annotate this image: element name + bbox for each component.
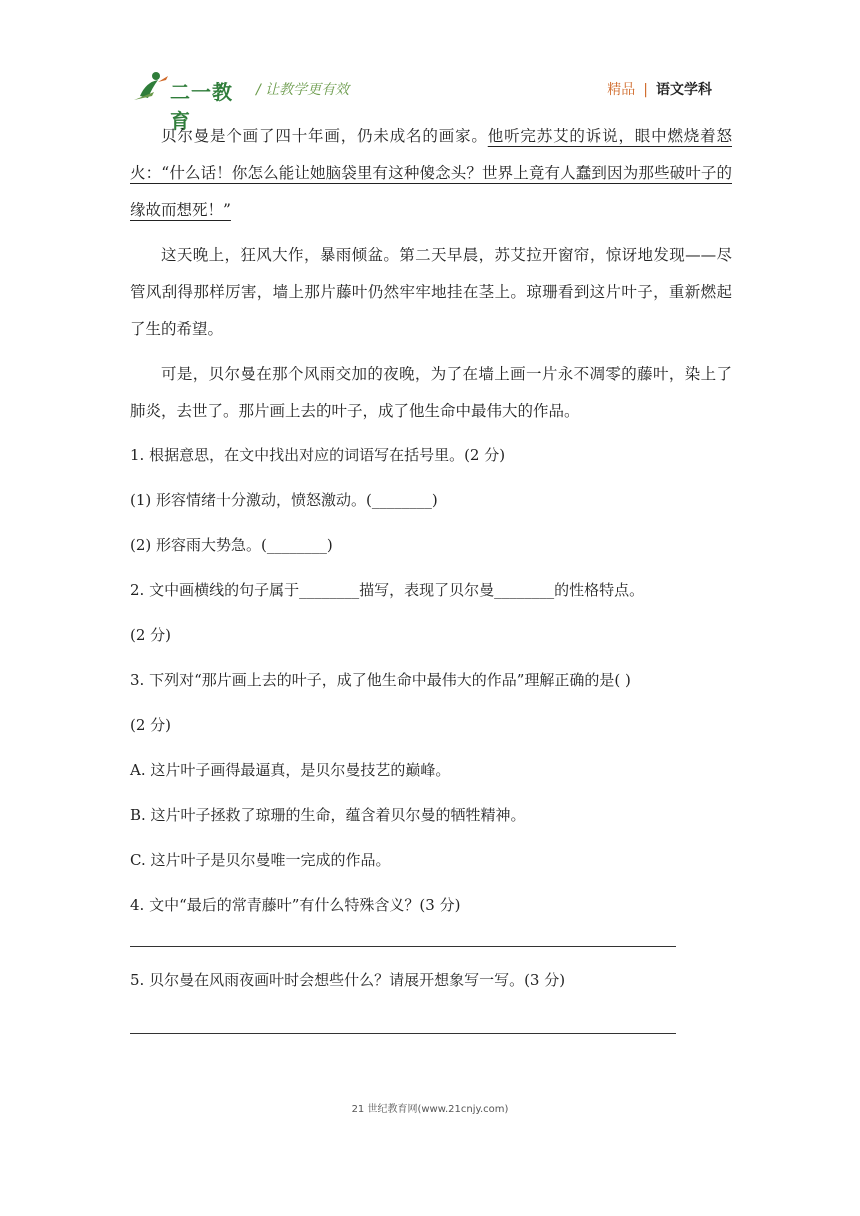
logo — [132, 70, 244, 133]
underlined-sentence: 他听完苏艾的诉说，眼中燃烧着怒火：“什么话！你怎么能让她脑袋里有这种傻念头？世界上竟有人蠢到因为那些破叶子的缘故而想死！” — [130, 127, 732, 219]
brand-label — [607, 79, 712, 99]
document-body — [130, 118, 732, 1034]
question-3-option-c: C. 这片叶子是贝尔曼唯一完成的作品。 — [130, 851, 391, 869]
question-3-option-b: B. 这片叶子拯救了琼珊的生命，蕴含着贝尔曼的牺牲精神。 — [130, 806, 526, 824]
question-3-score: (2 分) — [130, 716, 172, 734]
paragraph-3: 可是，贝尔曼在那个风雨交加的夜晚，为了在墙上画一片永不凋零的藤叶，染上了肺炎，去世了。那片画上去的叶子，成了他生命中最伟大的作品。 — [130, 365, 732, 420]
tag-label: 精品 — [607, 82, 636, 98]
question-4: 4. 文中“最后的常青藤叶”有什么特殊含义？(3 分) — [130, 896, 461, 914]
page-header — [132, 70, 732, 133]
question-3: 3. 下列对“那片画上去的叶子，成了他生命中最伟大的作品”理解正确的是( ) — [130, 671, 631, 689]
question-1-item-2: (2) 形容雨大势急。(________) — [130, 536, 333, 554]
question-2: 2. 文中画横线的句子属于________描写，表现了贝尔曼________的性格特点。 — [130, 581, 645, 599]
page-footer: 21 世纪教育网(www.21cnjy.com) — [351, 1104, 509, 1115]
question-1: 1. 根据意思，在文中找出对应的词语写在括号里。(2 分) — [130, 446, 506, 464]
paragraph-1 — [130, 118, 732, 229]
separator: | — [643, 82, 648, 98]
subject-label: 语文学科 — [656, 82, 712, 98]
question-2-score: (2 分) — [130, 626, 172, 644]
runner-logo-icon — [132, 70, 172, 104]
slogan: / 让教学更有效 — [256, 82, 350, 98]
logo-text: 二一教育 — [170, 80, 233, 133]
answer-line-5[interactable] — [130, 1033, 676, 1034]
question-5: 5. 贝尔曼在风雨夜画叶时会想些什么？请展开想象写一写。(3 分) — [130, 971, 566, 989]
paragraph-2: 这天晚上，狂风大作，暴雨倾盆。第二天早晨，苏艾拉开窗帘，惊讶地发现——尽管风刮得那样厉害，墙上那片藤叶仍然牢牢地挂在茎上。琼珊看到这片叶子，重新燃起了生的希望。 — [130, 246, 732, 338]
question-1-item-1: (1) 形容情绪十分激动，愤怒激动。(________) — [130, 491, 438, 509]
paragraph-1-plain: 贝尔曼是个画了四十年画，仍未成名的画家。 — [161, 127, 488, 145]
question-3-option-a: A. 这片叶子画得最逼真，是贝尔曼技艺的巅峰。 — [130, 761, 451, 779]
